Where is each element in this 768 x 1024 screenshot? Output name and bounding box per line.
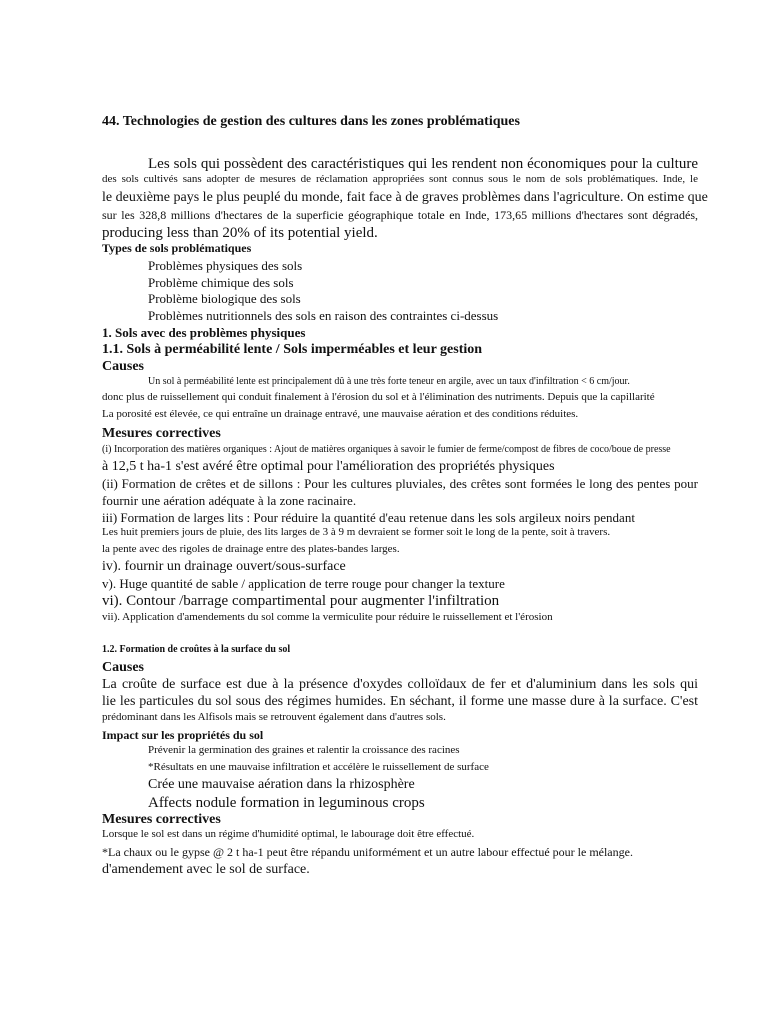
section1-measure-line: Les huit premiers jours de pluie, des lits larges de 3 à 9 m devraient se former soit le long de la pente, soit à travers. xyxy=(102,526,611,538)
section2-measure-line: *La chaux ou le gypse @ 2 t ha-1 peut être répandu uniformément et un autre labour effectué pour le mélange. xyxy=(102,845,633,859)
document-title: 44. Technologies de gestion des cultures dans les zones problématiques xyxy=(102,114,520,129)
section2-causes-heading: Causes xyxy=(102,660,145,675)
section1-measure-line: v). Huge quantité de sable / application de terre rouge pour changer la texture xyxy=(102,576,505,591)
intro-line-4: sur les 328,8 millions d'hectares de la superficie géographique totale en Inde, 173,65 millions d'hectares sont dégradés, xyxy=(102,208,698,222)
types-item: Problèmes physiques des sols xyxy=(148,258,303,273)
intro-line-3: le deuxième pays le plus peuplé du monde, fait face à de graves problèmes dans l'agriculture. On estime que xyxy=(102,190,708,205)
types-item: Problème chimique des sols xyxy=(148,275,294,290)
section2-impact-item: *Résultats en une mauvaise infiltration et accélère le ruissellement de surface xyxy=(148,761,489,773)
section2-causes-line: lie les particules du sol sous des régimes humides. En séchant, il forme une masse dure à la surface. C'est xyxy=(102,694,698,709)
section2-measure-line: d'amendement avec le sol de surface. xyxy=(102,862,310,877)
section1-measure-line: vii). Application d'amendements du sol comme la vermiculite pour réduire le ruissellement et l'érosion xyxy=(102,611,553,623)
section2-causes-line: La croûte de surface est due à la présence d'oxydes colloïdaux de fer et d'aluminium dans les sols qui xyxy=(102,677,698,692)
section1-measures-heading: Mesures correctives xyxy=(102,426,221,441)
section1-measure-line: vi). Contour /barrage compartimental pour augmenter l'infiltration xyxy=(102,593,500,609)
section1-causes-line: La porosité est élevée, ce qui entraîne un drainage entravé, une mauvaise aération et des conditions réduites. xyxy=(102,408,579,420)
section1-measure-line: la pente avec des rigoles de drainage entre des plates-bandes larges. xyxy=(102,543,400,555)
section1-causes-line: Un sol à perméabilité lente est principalement dû à une très forte teneur en argile, avec un taux d'infiltration < 6 cm/jour. xyxy=(148,376,630,387)
section1-subheading: 1.1. Sols à perméabilité lente / Sols imperméables et leur gestion xyxy=(102,342,483,357)
section2-measures-heading: Mesures correctives xyxy=(102,812,221,827)
section2-impact-item: Affects nodule formation in leguminous crops xyxy=(148,795,425,811)
intro-line-2: des sols cultivés sans adopter de mesures de réclamation appropriées sont connus sous le nom de sols problématiques. Inde, le xyxy=(102,173,698,185)
section2-impact-item: Prévenir la germination des graines et ralentir la croissance des racines xyxy=(148,744,460,756)
section1-measure-line: à 12,5 t ha-1 s'est avéré être optimal pour l'amélioration des propriétés physiques xyxy=(102,459,555,474)
section1-measure-line: iii) Formation de larges lits : Pour réduire la quantité d'eau retenue dans les sols argileux noirs pendant xyxy=(102,510,635,525)
intro-line-5: producing less than 20% of its potential yield. xyxy=(102,225,378,241)
section2-heading: 1.2. Formation de croûtes à la surface du sol xyxy=(102,644,291,655)
types-item: Problèmes nutritionnels des sols en raison des contraintes ci-dessus xyxy=(148,308,499,323)
section2-impact-item: Crée une mauvaise aération dans la rhizosphère xyxy=(148,777,415,792)
section2-impact-heading: Impact sur les propriétés du sol xyxy=(102,728,264,742)
intro-line-1: Les sols qui possèdent des caractéristiques qui les rendent non économiques pour la culture xyxy=(148,156,698,172)
section1-measure-line: fournir une aération adéquate à la zone racinaire. xyxy=(102,493,357,508)
section1-causes-heading: Causes xyxy=(102,359,145,374)
section1-heading: 1. Sols avec des problèmes physiques xyxy=(102,325,306,340)
section2-causes-line: prédominant dans les Alfisols mais se retrouvent également dans d'autres sols. xyxy=(102,711,446,723)
types-heading: Types de sols problématiques xyxy=(102,241,252,255)
section1-causes-line: donc plus de ruissellement qui conduit finalement à l'érosion du sol et à l'élimination des nutriments. Depuis que la capillarité xyxy=(102,391,655,403)
section2-measure-line: Lorsque le sol est dans un régime d'humidité optimal, le labourage doit être effectué. xyxy=(102,828,475,840)
section1-measure-line: (ii) Formation de crêtes et de sillons : Pour les cultures pluviales, des crêtes sont formées le long des pentes pour xyxy=(102,476,698,491)
types-item: Problème biologique des sols xyxy=(148,291,301,306)
section1-measure-line: (i) Incorporation des matières organiques : Ajout de matières organiques à savoir le fumier de ferme/compost de fibres de coco/boue de presse xyxy=(102,444,671,455)
section1-measure-line: iv). fournir un drainage ouvert/sous-surface xyxy=(102,559,346,574)
